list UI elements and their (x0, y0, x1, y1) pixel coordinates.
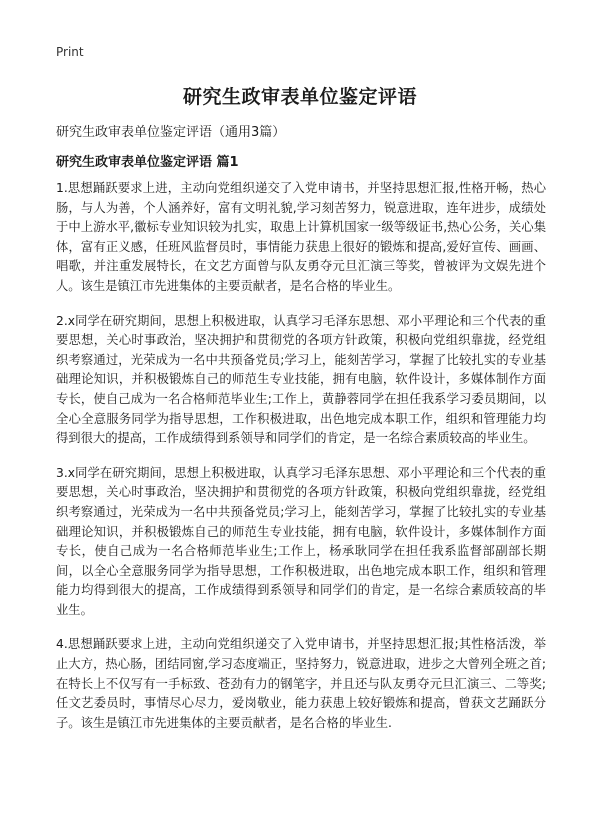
document-body (56, 179, 546, 748)
document-subtitle: 研究生政审表单位鉴定评语（通用3篇） (56, 125, 286, 140)
section-heading: 研究生政审表单位鉴定评语 篇1 (56, 155, 239, 170)
paragraph-2: 2.x同学在研究期间，思想上积极进取，认真学习毛泽东思想、邓小平理论和三个代表的重要思想，关心时事政治，坚决拥护和贯彻党的各项方针政策，积极向党组织靠拢，经党组织考察通过，光荣成为一名中共预备党员;学习上，能刻苦学习，掌握了比较扎实的专业基础理论知识，并积极锻炼自己的师范生专业技能，拥有电脑，软件设计，多媒体制作方面专长，使自己成为一名合格师范毕业生;工作上，黄静蓉同学在担任我系学习委员期间，以全心全意服务同学为指导思想，工作积极进取，出色地完成本职工作，组织和管理能力均得到很大的提高，工作成绩得到系领导和同学们的肯定，是一名综合素质较高的毕业生。 (56, 313, 546, 446)
paragraph-1: 1.思想踊跃要求上进，主动向党组织递交了入党申请书，并坚持思想汇报,性格开畅，热心肠，与人为善，个人涵养好，富有文明礼貌,学习刻苦努力，锐意进取，连年进步，成绩处于中上游水平,徽标专业知识较为扎实，取患上计算机国家一级等级证书,热心公务，关心集体，富有正义感，任班风监督员时，事情能力获患上很好的锻炼和提高,爱好宣传、画画、唱歌，并注重发展特长，在文艺方面曾与队友勇夺元旦汇演三等奖，曾被评为文娱先进个人。该生是镇江市先进集体的主要贡献者，是名合格的毕业生。 (56, 181, 546, 293)
paragraph-4: 4.思想踊跃要求上进，主动向党组织递交了入党申请书，并坚持思想汇报;其性格活泼，举止大方，热心肠，团结同窗,学习态度端正，坚持努力，锐意进取，进步之大曾列全班之首;在特长上不仅写有一手标致、苍劲有力的钢笔字，并且还与队友勇夺元旦汇演三、二等奖;任文艺委员时，事情尽心尽力，爱岗敬业，能力获患上较好锻炼和提高，曾获文艺踊跃分子。该生是镇江市先进集体的主要贡献者，是名合格的毕业生. (56, 637, 546, 730)
print-link[interactable]: Print (56, 45, 84, 59)
page-title: 研究生政审表单位鉴定评语 (182, 86, 417, 108)
paragraph-3: 3.x同学在研究期间，思想上积极进取，认真学习毛泽东思想、邓小平理论和三个代表的重要思想，关心时事政治，坚决拥护和贯彻党的各项方针政策，积极向党组织靠拢，经党组织考察通过，光荣成为一名中共预备党员;学习上，能刻苦学习，掌握了比较扎实的专业基础理论知识，并积极锻炼自己的师范生专业技能，拥有电脑，软件设计，多媒体制作方面专长，使自己成为一名合格师范毕业生;工作上，杨承耿同学在担任我系监督部副部长期间，以全心全意服务同学为指导思想，工作积极进取，出色地完成本职工作，组织和管理能力均得到很大的提高，工作成绩得到系领导和同学们的肯定，是一名综合素质较高的毕业生。 (56, 465, 546, 617)
